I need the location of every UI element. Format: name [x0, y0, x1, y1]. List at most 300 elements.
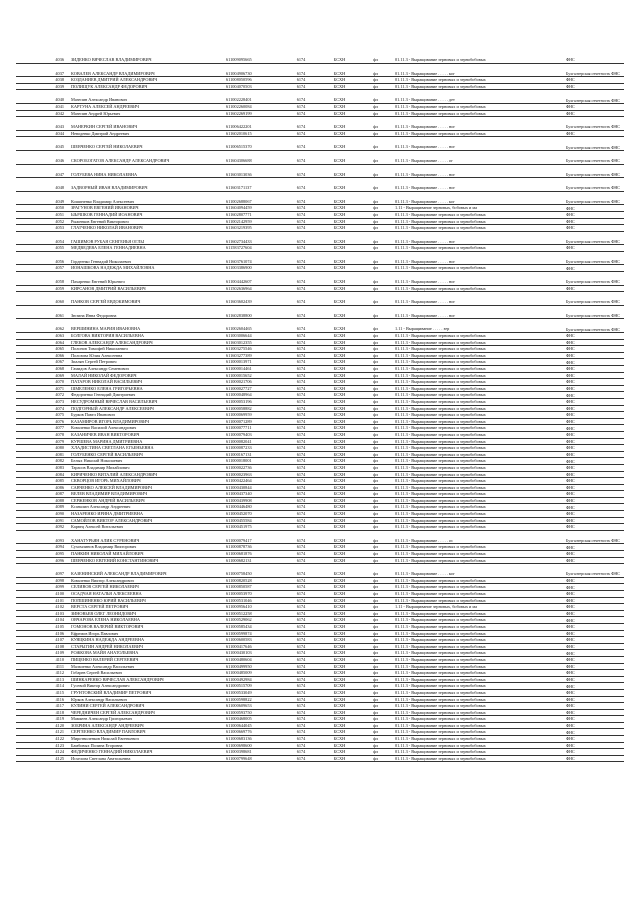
amount-cell: 6174 — [285, 405, 317, 412]
taxpayer-inn-cell: 611000022736 — [225, 464, 285, 471]
tax-regime-cell: БСХН — [317, 742, 362, 749]
row-number-cell: 4095 — [16, 551, 68, 558]
table-row — [16, 464, 624, 471]
taxpayer-name-cell: ПАНКИН НИКОЛАЙ МИХАЙЛОВИЧ — [68, 551, 225, 558]
activity-code-cell: 01.11.3 - Выращивание зерновых и зернобобовых — [389, 729, 564, 736]
amount-cell: 6174 — [285, 656, 317, 663]
taxpayer-inn-cell: 611000820528 — [225, 577, 285, 584]
taxpayer-inn-cell: 611602269199 — [225, 110, 285, 117]
table-row — [16, 418, 624, 425]
taxpayer-name-cell: ШЕВЧЕНКО ЕВГЕНИЙ КОНСТАНТИНОВИЧ — [68, 557, 225, 564]
amount-cell: 6174 — [285, 272, 317, 286]
row-number-cell: 4094 — [16, 544, 68, 551]
taxpayer-name-cell: КИРИЧЕНКО ВИТАЛИЙ АЛЕКСАНДРОВИЧ — [68, 471, 225, 478]
table-row — [16, 359, 624, 366]
table-row — [16, 178, 624, 192]
tax-regime-cell: БСХН — [317, 272, 362, 286]
taxpayer-name-cell: КАЗАНИЧЕВ ИВАН ВИКТОРОВИЧ — [68, 431, 225, 438]
taxpayer-inn-cell: 611000512258 — [225, 610, 285, 617]
activity-code-cell: 01.11.3 - Выращивание зерновых и зернобобовых — [389, 431, 564, 438]
amount-cell: 6174 — [285, 722, 317, 729]
taxpayer-inn-cell: 611000069959 — [225, 412, 285, 419]
person-type-cell: фл — [362, 458, 389, 465]
amount-cell: 6174 — [285, 164, 317, 178]
taxpayer-name-cell: СТАРЫГИН АНДРЕЙ НИКОЛАЕВИЧ — [68, 643, 225, 650]
table-row — [16, 398, 624, 405]
person-type-cell: фл — [362, 117, 389, 131]
person-type-cell: фл — [362, 305, 389, 319]
taxpayer-name-cell: Мазепин Андрей Юрьевич — [68, 110, 225, 117]
row-number-cell: 4042 — [16, 110, 68, 117]
row-number-cell: 4097 — [16, 564, 68, 578]
row-number-cell: 4104 — [16, 617, 68, 624]
source-cell: ФНС — [564, 339, 624, 346]
activity-code-cell: 01.11.3 - Выращивание зерновых и зернобобовых — [389, 352, 564, 359]
taxpayer-inn-cell: 611006515370 — [225, 137, 285, 151]
table-row — [16, 491, 624, 498]
tax-regime-cell: БСХН — [317, 319, 362, 333]
table-row — [16, 703, 624, 710]
taxpayer-inn-cell: 611003275546 — [225, 346, 285, 353]
table-row — [16, 137, 624, 151]
row-number-cell: 4121 — [16, 729, 68, 736]
source-cell: Бухгалтерская отчетность ФНС — [564, 90, 624, 104]
source-cell: ФНС — [564, 445, 624, 452]
tax-regime-cell: БСХН — [317, 755, 362, 762]
table-row — [16, 670, 624, 677]
taxpayer-inn-cell: 611000799648 — [225, 755, 285, 762]
table-row — [16, 484, 624, 491]
tax-regime-cell: БСХН — [317, 90, 362, 104]
table-row — [16, 511, 624, 518]
source-cell: ФНС — [564, 497, 624, 504]
person-type-cell: фл — [362, 742, 389, 749]
taxpayer-inn-cell: 611000451975 — [225, 524, 285, 531]
table-row — [16, 504, 624, 511]
amount-cell: 6174 — [285, 83, 317, 90]
activity-code-cell: 01.11.3 - Выращивание зерновых и зернобобовых — [389, 471, 564, 478]
tax-regime-cell: БСХН — [317, 178, 362, 192]
person-type-cell: фл — [362, 379, 389, 386]
source-cell: ФНС — [564, 551, 624, 558]
amount-cell: 6174 — [285, 471, 317, 478]
row-number-cell: 4037 — [16, 63, 68, 77]
activity-code-cell: 01.11.3 - Выращивание зерновых и зернобобовых — [389, 359, 564, 366]
table-row — [16, 610, 624, 617]
activity-code-cell: 01.11.3 - Выращивание зерновых и зернобобовых — [389, 755, 564, 762]
row-number-cell: 4050 — [16, 205, 68, 212]
table-row — [16, 604, 624, 611]
taxpayer-inn-cell: 611000053970 — [225, 591, 285, 598]
taxpayer-name-cell: ГОЛУБЕВА НИНА НИКОЛАЕВНА — [68, 164, 225, 178]
table-row — [16, 333, 624, 340]
taxpayer-name-cell: ОВЧАРОВА ЕЛЕНА НИКОЛАЕВНА — [68, 617, 225, 624]
activity-code-cell: 01.11.3 - Выращивание зерновых и зернобобовых — [389, 517, 564, 524]
source-cell: ФНС — [564, 597, 624, 604]
source-cell: ФНС — [564, 637, 624, 644]
person-type-cell: фл — [362, 137, 389, 151]
amount-cell: 6174 — [285, 130, 317, 137]
table-row — [16, 245, 624, 252]
taxpayer-inn-cell: 611000079403 — [225, 431, 285, 438]
taxpayer-inn-cell: 611006422201 — [225, 117, 285, 131]
table-row — [16, 63, 624, 77]
amount-cell: 6174 — [285, 650, 317, 657]
person-type-cell: фл — [362, 205, 389, 212]
activity-code-cell: 01.11.3 - Выращивание зерновых и зернобобовых — [389, 676, 564, 683]
amount-cell: 6174 — [285, 225, 317, 232]
source-cell: ФНС — [564, 749, 624, 756]
amount-cell: 6174 — [285, 425, 317, 432]
source-cell: ФНС — [564, 218, 624, 225]
taxpayer-name-cell: КУЯЦКИНА НАДЕЖДА АНДРЕЕВНА — [68, 637, 225, 644]
taxpayer-inn-cell: 611000480604 — [225, 656, 285, 663]
tax-regime-cell: БСХН — [317, 604, 362, 611]
taxpayer-name-cell: КАРТУНА АЛЕКСЕЙ АНДРЕЕВИЧ — [68, 103, 225, 110]
table-row — [16, 478, 624, 485]
source-cell: ФНС — [564, 458, 624, 465]
row-number-cell: 4116 — [16, 696, 68, 703]
amount-cell: 6174 — [285, 584, 317, 591]
source-cell: ФНС — [564, 491, 624, 498]
amount-cell: 6174 — [285, 346, 317, 353]
row-number-cell: 4048 — [16, 178, 68, 192]
tax-regime-cell: БСХН — [317, 218, 362, 225]
tax-regime-cell: БСХН — [317, 729, 362, 736]
taxpayer-inn-cell: 611003006644 — [225, 333, 285, 340]
activity-code-cell: 01.11.3 - Выращивание . . . . . ног — [389, 272, 564, 286]
person-type-cell: фл — [362, 591, 389, 598]
activity-code-cell: 01.11.3 - Выращивание зерновых и зернобобовых — [389, 637, 564, 644]
activity-code-cell: 1.11 - Выращивание зерновых, бобовых и ма — [389, 205, 564, 212]
table-row — [16, 689, 624, 696]
taxpayer-name-cell: СКОРОБОГАТОВ АЛЕКСАНДР АЛЕКСАНДРОВИЧ — [68, 150, 225, 164]
source-cell: ФНС — [564, 630, 624, 637]
taxpayer-inn-cell: 611000058882 — [225, 405, 285, 412]
table-row — [16, 749, 624, 756]
activity-code-cell: 01.11.3 - Выращивание зерновых и зернобобовых — [389, 285, 564, 292]
source-cell: ФНС — [564, 346, 624, 353]
person-type-cell: фл — [362, 722, 389, 729]
amount-cell: 6174 — [285, 458, 317, 465]
row-number-cell: 4069 — [16, 372, 68, 379]
source-cell: ФНС — [564, 524, 624, 531]
taxpayer-inn-cell: 611000585434 — [225, 623, 285, 630]
source-cell: ФНС — [564, 663, 624, 670]
table-row — [16, 339, 624, 346]
table-row — [16, 431, 624, 438]
tax-regime-cell: БСХН — [317, 696, 362, 703]
person-type-cell: фл — [362, 551, 389, 558]
tax-regime-cell: БСХН — [317, 591, 362, 598]
person-type-cell: фл — [362, 749, 389, 756]
row-number-cell: 4123 — [16, 742, 68, 749]
person-type-cell: фл — [362, 57, 389, 63]
taxpayer-inn-cell: 611000600583 — [225, 637, 285, 644]
taxpayer-name-cell: Юрков Александр Васильевич — [68, 696, 225, 703]
table-row — [16, 656, 624, 663]
activity-code-cell: 01.11.3 - Выращивание зерновых и зернобобовых — [389, 643, 564, 650]
amount-cell: 6174 — [285, 445, 317, 452]
row-number-cell: 4090 — [16, 511, 68, 518]
source-cell: ФНС — [564, 431, 624, 438]
tax-regime-cell: БСХН — [317, 551, 362, 558]
row-number-cell: 4040 — [16, 90, 68, 104]
taxpayer-name-cell: ШЕВЧЕНКО СЕРГЕЙ НИКОЛАЕВИЧ — [68, 137, 225, 151]
amount-cell: 6174 — [285, 191, 317, 205]
activity-code-cell: 01.11.3 - Выращивание зерновых и зернобобовых — [389, 670, 564, 677]
row-number-cell: 4036 — [16, 57, 68, 63]
table-row — [16, 285, 624, 292]
tax-regime-cell: БСХН — [317, 251, 362, 265]
tax-regime-cell: БСХН — [317, 709, 362, 716]
amount-cell: 6174 — [285, 755, 317, 762]
row-number-cell: 4099 — [16, 584, 68, 591]
person-type-cell: фл — [362, 225, 389, 232]
amount-cell: 6174 — [285, 696, 317, 703]
table-row — [16, 524, 624, 531]
tax-regime-cell: БСХН — [317, 285, 362, 292]
person-type-cell: фл — [362, 445, 389, 452]
person-type-cell: фл — [362, 110, 389, 117]
taxpayer-inn-cell: 611002604465 — [225, 319, 285, 333]
activity-code-cell: 01.11.3 - Выращивание зерновых и зернобобовых — [389, 372, 564, 379]
activity-code-cell: 01.11.3 - Выращивание . . . . . ног — [389, 117, 564, 131]
amount-cell: 6174 — [285, 137, 317, 151]
taxpayer-inn-cell: 611000682131 — [225, 557, 285, 564]
taxpayer-inn-cell: 611000956410 — [225, 604, 285, 611]
taxpayer-inn-cell: 611000079417 — [225, 530, 285, 544]
taxpayer-name-cell: ШМЕЛЕНКО ЕЛЕНА ГРИГОРЬЕВНА — [68, 385, 225, 392]
person-type-cell: фл — [362, 392, 389, 399]
taxpayer-inn-cell: 611000014461 — [225, 366, 285, 373]
person-type-cell: фл — [362, 191, 389, 205]
tax-regime-cell: БСХН — [317, 497, 362, 504]
activity-code-cell: 01.11.3 - Выращивание зерновых и зернобобовых — [389, 584, 564, 591]
source-cell: ФНС — [564, 617, 624, 624]
table-row — [16, 617, 624, 624]
person-type-cell: фл — [362, 285, 389, 292]
activity-code-cell: 01.11.3 - Выращивание зерновых и зернобобовых — [389, 577, 564, 584]
person-type-cell: фл — [362, 604, 389, 611]
table-row — [16, 272, 624, 286]
tax-regime-cell: БСХН — [317, 464, 362, 471]
tax-regime-cell: БСХН — [317, 504, 362, 511]
taxpayer-inn-cell: 611603171137 — [225, 178, 285, 192]
table-row — [16, 623, 624, 630]
person-type-cell: фл — [362, 716, 389, 723]
tax-regime-cell: БСХН — [317, 191, 362, 205]
source-cell: ФНС — [564, 110, 624, 117]
table-row — [16, 110, 624, 117]
taxpayer-inn-cell: 611002142959 — [225, 218, 285, 225]
row-number-cell: 4058 — [16, 272, 68, 286]
amount-cell: 6174 — [285, 339, 317, 346]
amount-cell: 6174 — [285, 637, 317, 644]
taxpayer-name-cell: Кошиненко Владимир Алексеевич — [68, 191, 225, 205]
taxpayer-inn-cell: 611000492984 — [225, 676, 285, 683]
amount-cell: 6174 — [285, 530, 317, 544]
person-type-cell: фл — [362, 366, 389, 373]
activity-code-cell: 01.11.3 - Выращивание . . . . . ог — [389, 150, 564, 164]
taxpayer-name-cell: ГРУНТОВСКИЙ ВЛАДИМИР ПЕТРОВИЧ — [68, 689, 225, 696]
tax-regime-cell: БСХН — [317, 418, 362, 425]
activity-code-cell: 01.11.3 - Выращивание . . . . . ног — [389, 178, 564, 192]
tax-regime-cell: БСХН — [317, 471, 362, 478]
row-number-cell: 4077 — [16, 425, 68, 432]
row-number-cell: 4117 — [16, 703, 68, 710]
source-cell: ФНС — [564, 478, 624, 485]
taxpayer-name-cell: ЗИДЕНКО ВЯЧЕСЛАВ ВЛАДИМИРОВИЧ — [68, 57, 225, 63]
activity-code-cell: 01.11.3 - Выращивание зерновых и зернобобовых — [389, 218, 564, 225]
source-cell: ФНС — [564, 265, 624, 272]
person-type-cell: фл — [362, 251, 389, 265]
table-row — [16, 591, 624, 598]
taxpayer-inn-cell: 611000422464 — [225, 478, 285, 485]
taxpayer-name-cell: ОСАДЧАЯ НАТАЛЬЯ АЛЕКСЕЕВНА — [68, 591, 225, 598]
activity-code-cell: 01.11.3 - Выращивание зерновых и зернобобовых — [389, 412, 564, 419]
taxpayer-name-cell: Полонов Тимофей Николаевич — [68, 346, 225, 353]
tax-regime-cell: БСХН — [317, 117, 362, 131]
tax-regime-cell: БСХН — [317, 103, 362, 110]
person-type-cell: фл — [362, 319, 389, 333]
taxpayer-inn-cell: 611000529062 — [225, 617, 285, 624]
amount-cell: 6174 — [285, 385, 317, 392]
taxpayer-inn-cell: 611000681876 — [225, 551, 285, 558]
taxpayer-name-cell: ПАТАРОВ НИКОЛАЙ ВАСИЛЬЕВИЧ — [68, 379, 225, 386]
table-row — [16, 716, 624, 723]
source-cell: ФНС — [564, 438, 624, 445]
person-type-cell: фл — [362, 504, 389, 511]
taxpayer-inn-cell: 611003386900 — [225, 265, 285, 272]
table-row — [16, 544, 624, 551]
registry-table — [16, 57, 624, 762]
activity-code-cell: 01.11.3 - Выращивание . . . . . ос — [389, 530, 564, 544]
row-number-cell: 4118 — [16, 709, 68, 716]
row-number-cell: 4096 — [16, 557, 68, 564]
row-number-cell: 4051 — [16, 211, 68, 218]
taxpayer-inn-cell: 611000446480 — [225, 504, 285, 511]
row-number-cell: 4057 — [16, 265, 68, 272]
taxpayer-inn-cell: 611002228401 — [225, 90, 285, 104]
activity-code-cell: 01.11.3 - Выращивание зерновых и зернобобовых — [389, 385, 564, 392]
taxpayer-name-cell: Пахаренко Евгений Юрьевич — [68, 272, 225, 286]
amount-cell: 6174 — [285, 610, 317, 617]
taxpayer-name-cell: Мамкеев Александр Григорьевич — [68, 716, 225, 723]
row-number-cell: 4070 — [16, 379, 68, 386]
source-cell: ФНС — [564, 425, 624, 432]
table-row — [16, 352, 624, 359]
taxpayer-name-cell: Тарасов Владимир Михайлович — [68, 464, 225, 471]
source-cell: ФНС — [564, 517, 624, 524]
taxpayer-name-cell: Белых Николай Николаевич — [68, 458, 225, 465]
amount-cell: 6174 — [285, 63, 317, 77]
tax-regime-cell: БСХН — [317, 530, 362, 544]
person-type-cell: фл — [362, 584, 389, 591]
taxpayer-name-cell: КОЗДАНИЕВ ДМИТРИЙ АЛЕКСАНДРОВИЧ — [68, 77, 225, 84]
row-number-cell: 4107 — [16, 637, 68, 644]
amount-cell: 6174 — [285, 110, 317, 117]
person-type-cell: фл — [362, 130, 389, 137]
source-cell: ФНС — [564, 103, 624, 110]
source-cell: Бухгалтерская отчетность ФНС — [564, 305, 624, 319]
person-type-cell: фл — [362, 650, 389, 657]
taxpayer-inn-cell: 611000698600 — [225, 742, 285, 749]
table-row — [16, 90, 624, 104]
person-type-cell: фл — [362, 610, 389, 617]
amount-cell: 6174 — [285, 77, 317, 84]
row-number-cell: 4061 — [16, 305, 68, 319]
activity-code-cell: 01.11.3 - Выращивание зерновых и зернобобовых — [389, 656, 564, 663]
row-number-cell: 4103 — [16, 610, 68, 617]
person-type-cell: фл — [362, 471, 389, 478]
row-number-cell: 4120 — [16, 722, 68, 729]
source-cell: Бухгалтерская отчетность ФНС — [564, 251, 624, 265]
table-row — [16, 676, 624, 683]
amount-cell: 6174 — [285, 709, 317, 716]
tax-regime-cell: БСХН — [317, 557, 362, 564]
person-type-cell: фл — [362, 755, 389, 762]
taxpayer-inn-cell: 611603602439 — [225, 292, 285, 306]
amount-cell: 6174 — [285, 643, 317, 650]
tax-regime-cell: БСХН — [317, 83, 362, 90]
taxpayer-inn-cell: 611000485009 — [225, 670, 285, 677]
taxpayer-inn-cell: 611000027727 — [225, 385, 285, 392]
taxpayer-inn-cell: 611009095665 — [225, 57, 285, 63]
source-cell: ФНС — [564, 742, 624, 749]
activity-code-cell: 01.11.3 - Выращивание зерновых и зернобобовых — [389, 346, 564, 353]
amount-cell: 6174 — [285, 497, 317, 504]
activity-code-cell: 01.11.3 - Выращивание зерновых и зернобобовых — [389, 544, 564, 551]
activity-code-cell: 01.11.3 - Выращивание зерновых и зернобобовых — [389, 57, 564, 63]
taxpayer-name-cell: МЕДВЕДЕВА ЕЛЕНА ГЕННАДИЕВНА — [68, 245, 225, 252]
row-number-cell: 4071 — [16, 385, 68, 392]
taxpayer-name-cell: ПАНКОВ СЕРГЕЙ ЕВДОКИМОВИЧ — [68, 292, 225, 306]
tax-regime-cell: БСХН — [317, 231, 362, 245]
source-cell: ФНС — [564, 736, 624, 743]
amount-cell: 6174 — [285, 359, 317, 366]
tax-regime-cell: БСХН — [317, 491, 362, 498]
person-type-cell: фл — [362, 90, 389, 104]
taxpayer-inn-cell: 611000439908 — [225, 497, 285, 504]
amount-cell: 6174 — [285, 683, 317, 690]
taxpayer-inn-cell: 611000430844 — [225, 484, 285, 491]
source-cell: ФНС — [564, 504, 624, 511]
table-row — [16, 205, 624, 212]
amount-cell: 6174 — [285, 617, 317, 624]
taxpayer-inn-cell: 611604306688 — [225, 150, 285, 164]
table-row — [16, 265, 624, 272]
taxpayer-inn-cell: 611000071289 — [225, 418, 285, 425]
amount-cell: 6174 — [285, 597, 317, 604]
table-row — [16, 103, 624, 110]
row-number-cell: 4073 — [16, 398, 68, 405]
amount-cell: 6174 — [285, 305, 317, 319]
tax-regime-cell: БСХН — [317, 339, 362, 346]
taxpayer-inn-cell: 611000878736 — [225, 544, 285, 551]
person-type-cell: фл — [362, 218, 389, 225]
source-cell: Бухгалтерская отчетность ФНС — [564, 292, 624, 306]
taxpayer-name-cell: ШИНКАРЕНКО ВЯЧЕСЛАВ АЛЕКСАНДРОВИЧ — [68, 676, 225, 683]
person-type-cell: фл — [362, 425, 389, 432]
table-row — [16, 77, 624, 84]
row-number-cell: 4039 — [16, 83, 68, 90]
table-row — [16, 597, 624, 604]
activity-code-cell: 01.11.3 - Выращивание зерновых и зернобобовых — [389, 696, 564, 703]
taxpayer-name-cell: ГЛЕКОВ АЛЕКСАНДР АЛЕКСАНДРОВИЧ — [68, 339, 225, 346]
source-cell: ФНС — [564, 591, 624, 598]
row-number-cell: 4091 — [16, 517, 68, 524]
